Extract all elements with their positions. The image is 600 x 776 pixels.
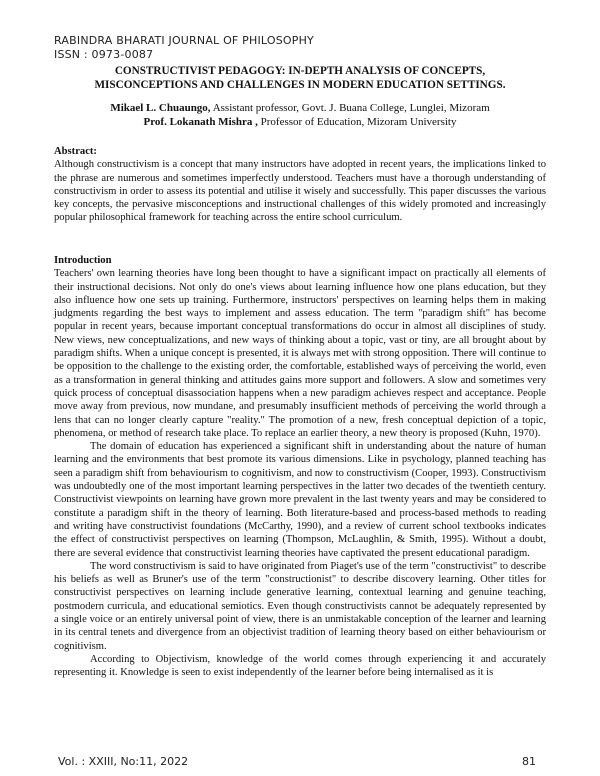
article-title xyxy=(54,64,546,92)
introduction-section xyxy=(54,254,546,680)
journal-issn: ISSN : 0973-0087 xyxy=(54,48,154,61)
volume-info: Vol. : XXIII, No:11, 2022 xyxy=(58,755,189,768)
author-affiliation: Assistant professor, Govt. J. Buana College, Lunglei, Mizoram xyxy=(210,102,490,114)
author-affiliation: Professor of Education, Mizoram University xyxy=(257,116,457,128)
author-line xyxy=(54,115,546,129)
paragraph: The domain of education has experienced a significant shift in understanding about the nature of human learning and the environments that best promote its various dimensions. Like in psychology, planned teaching has seen a paradigm shift from behaviourism to cognitivism, and now to constructivism (Cooper, 1993). Constructivism was undoubtedly one of the most important learning perspectives in the latter two decades of the twentieth century. Constructivist viewpoints on learning have grown more prevalent in the last twenty years and may be considered to constitute a paradigm shift in the theory of learning. Both literature-based and process-based methods to reading and writing have constructivist foundations (McCarthy, 1990), and a review of current school textbooks indicates the effect of constructivist perspectives on learning (Thompson, McLaughlin, & Smith, 1995). Without a doubt, there are several evidence that constructivist learning theories have captivated the present educational paradigm. xyxy=(54,441,546,559)
article-title-line-1: CONSTRUCTIVIST PEDAGOGY: IN-DEPTH ANALYSIS OF CONCEPTS, xyxy=(114,65,486,77)
introduction-heading: Introduction xyxy=(54,255,112,266)
page-number: 81 xyxy=(522,755,536,768)
author-line xyxy=(54,101,546,115)
author-name: Prof. Lokanath Mishra , xyxy=(143,116,258,128)
paragraph: Teachers' own learning theories have long been thought to have a significant impact on practically all elements of their instructional decisions. Not only do one's views about learning influence how one plans education, but they also influence how one sets up training. Furthermore, instructors' perspectives on learning helps them in making judgments regarding the best ways to implement and assess education. The term "paradigm shift" has become popular in recent years, because important conceptual transformations do occur in almost all disciplines of study. New views, new conceptualizations, and new ways of thinking about a topic, vast or tiny, are all brought about by paradigm shifts. When a unique concept is presented, it is always met with strong opposition. There will continue to be opposition to the challenge to the existing order, the comfortable, established ways of perceiving the world, even as a transformation in general thinking and attitudes gains more support and followers. A slow and sometimes very quick process of conceptual disassociation happens when a new paradigm achieves respect and acceptance. People move away from previous, now mundane, and presumably insufficient methods of perceiving the world through a lens that can no longer clearly capture "reality." The promotion of a new, fresh conceptual depiction of a topic, phenomena, or method of research take place. To replace an earlier theory, a new theory is proposed (Kuhn, 1970). xyxy=(54,268,546,439)
author-name: Mikael L. Chuaungo, xyxy=(110,102,211,114)
paragraph: The word constructivism is said to have originated from Piaget's use of the term "constructivist" to describe his beliefs as well as Bruner's use of the term "constructionist" to describe discovery learning. Other titles for constructivist perspectives on learning include generative learning, contextual learning and genuine teaching, postmodern curricula, and educational semiotics. Even though constructivists cannot be adequately represented by a single voice or an entirely universal point of view, there is an unmistakable conception of the learner and learning in its central tenets and divergence from an objectivist tradition of learning theory based on either behaviourism or cognitivism. xyxy=(54,560,546,652)
abstract-text: Although constructivism is a concept that many instructors have adopted in recent years, the implications linked to the phrase are numerous and sometimes imperfectly understood. Teachers must have a thorough understanding of constructivism in order to assess its potential and utilise it wisely and successfully. This paper discusses the various key concepts, the pervasive misconceptions and instructional challenges of this widely promoted and increasingly popular philosophical framework for teaching across the entire school curriculum. xyxy=(54,159,546,224)
journal-header xyxy=(54,34,314,62)
journal-name: RABINDRA BHARATI JOURNAL OF PHILOSOPHY xyxy=(54,34,314,47)
article-title-line-2: MISCONCEPTIONS AND CHALLENGES IN MODERN EDUCATION SETTINGS. xyxy=(94,79,506,91)
author-list xyxy=(54,101,546,129)
paragraph: According to Objectivism, knowledge of the world comes through experiencing it and accurately representing it. Knowledge is seen to exist independently of the learner before being internalised as it is xyxy=(54,653,546,679)
abstract-section xyxy=(54,145,546,225)
abstract-heading: Abstract: xyxy=(54,146,97,157)
